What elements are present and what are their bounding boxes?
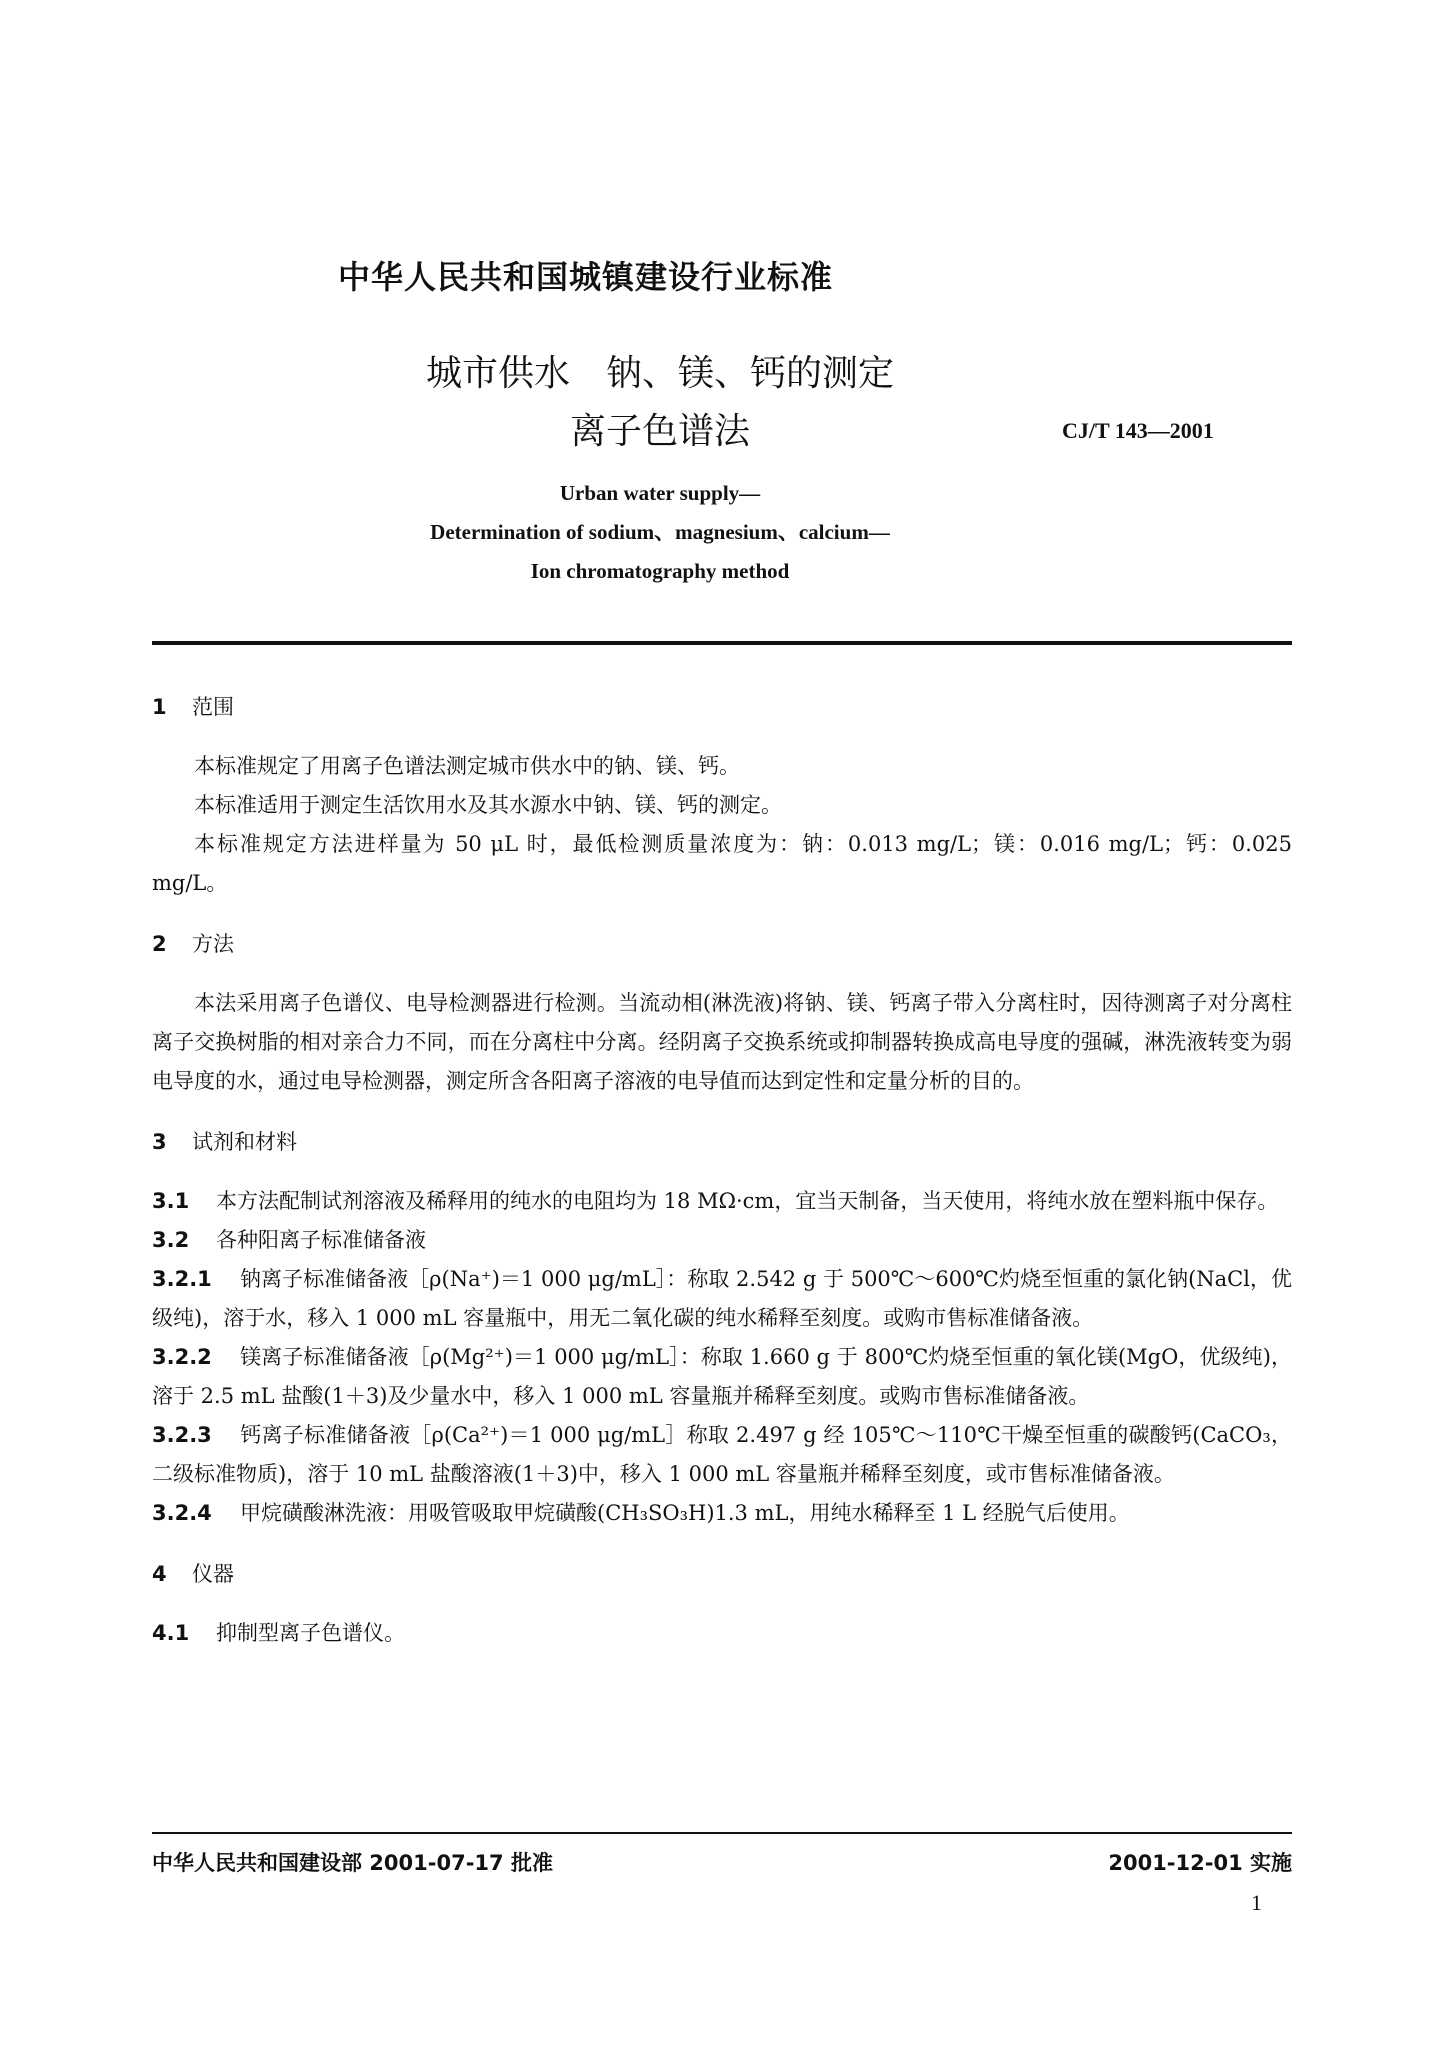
clause-number: 3.2.2 [152, 1345, 212, 1369]
clause-3-2-2 [152, 1338, 1292, 1416]
clause-3-2 [152, 1221, 1292, 1260]
clause-text: 各种阳离子标准储备液 [216, 1228, 426, 1252]
english-title-line: Ion chromatography method [530, 559, 790, 583]
document-title [360, 345, 960, 461]
section-title: 范围 [192, 695, 234, 719]
approval-note: 中华人民共和国建设部 2001-07-17 批准 [152, 1851, 553, 1875]
standard-number: CJ/T 143—2001 [1062, 418, 1214, 443]
section-title: 试剂和材料 [192, 1130, 297, 1154]
english-title-line: Urban water supply— [559, 481, 761, 505]
clause-text: 抑制型离子色谱仪。 [216, 1621, 405, 1645]
section-heading-apparatus [152, 1555, 1292, 1594]
document-body [152, 688, 1292, 1653]
clause-text: 本方法配制试剂溶液及稀释用的纯水的电阻均为 18 MΩ·cm，宜当天制备，当天使用，将纯水放在塑料瓶中保存。 [216, 1189, 1279, 1213]
clause-number: 3.2 [152, 1228, 190, 1252]
section-heading-reagents [152, 1123, 1292, 1162]
clause-number: 4.1 [152, 1621, 190, 1645]
english-title [260, 474, 1060, 591]
section-number: 2 [152, 932, 167, 956]
english-title-line: Determination of sodium、magnesium、calcium— [430, 520, 890, 544]
clause-3-2-4 [152, 1494, 1292, 1533]
section-heading-method [152, 925, 1292, 964]
clause-3-1 [152, 1182, 1292, 1221]
clause-number: 3.2.4 [152, 1501, 212, 1525]
section-number: 4 [152, 1562, 167, 1586]
footer-divider [152, 1832, 1292, 1834]
page-number: 1 [1251, 1890, 1262, 1915]
clause-number: 3.2.1 [152, 1267, 212, 1291]
clause-4-1 [152, 1614, 1292, 1653]
clause-3-2-1 [152, 1260, 1292, 1338]
clause-text: 钠离子标准储备液［ρ(Na⁺)＝1 000 μg/mL］：称取 2.542 g 于 500℃～600℃灼烧至恒重的氯化钠(NaCl，优级纯)，溶于水，移入 1 000 mL 容量瓶中，用无二氧化碳的纯水稀释至刻度。或购市售标准储备液。 [152, 1267, 1292, 1330]
section-title: 方法 [192, 932, 234, 956]
paragraph: 本标准适用于测定生活饮用水及其水源水中钠、镁、钙的测定。 [194, 793, 782, 817]
paragraph: 本法采用离子色谱仪、电导检测器进行检测。当流动相(淋洗液)将钠、镁、钙离子带入分离柱时，因待测离子对分离柱离子交换树脂的相对亲合力不同，而在分离柱中分离。经阴离子交换系统或抑制器转换成高电导度的强碱，淋洗液转变为弱电导度的水，通过电导检测器，测定所含各阳离子溶液的电导值而达到定性和定量分析的目的。 [152, 991, 1292, 1093]
clause-text: 镁离子标准储备液［ρ(Mg²⁺)＝1 000 μg/mL］：称取 1.660 g 于 800℃灼烧至恒重的氧化镁(MgO，优级纯)，溶于 2.5 mL 盐酸(1＋3)及少量水中，移入 1 000 mL 容量瓶并稀释至刻度。或购市售标准储备液。 [152, 1345, 1292, 1408]
paragraph: 本标准规定方法进样量为 50 μL 时，最低检测质量浓度为：钠：0.013 mg/L；镁：0.016 mg/L；钙：0.025 mg/L。 [152, 832, 1292, 895]
clause-number: 3.1 [152, 1189, 190, 1213]
clause-text: 甲烷磺酸淋洗液：用吸管吸取甲烷磺酸(CH₃SO₃H)1.3 mL，用纯水稀释至 1 L 经脱气后使用。 [240, 1501, 1130, 1525]
title-line-1: 城市供水 钠、镁、钙的测定 [425, 353, 894, 394]
clause-number: 3.2.3 [152, 1423, 212, 1447]
clause-text: 钙离子标准储备液［ρ(Ca²⁺)＝1 000 μg/mL］称取 2.497 g 经 105℃～110℃干燥至恒重的碳酸钙(CaCO₃，二级标准物质)，溶于 10 mL 盐酸溶液(1＋3)中，移入 1 000 mL 容量瓶并稀释至刻度，或市售标准储备液。 [152, 1423, 1292, 1486]
header-divider [152, 641, 1292, 645]
standard-org-header: 中华人民共和国城镇建设行业标准 [338, 258, 834, 296]
section-number: 1 [152, 695, 167, 719]
title-line-2: 离子色谱法 [569, 411, 750, 452]
paragraph: 本标准规定了用离子色谱法测定城市供水中的钠、镁、钙。 [194, 754, 740, 778]
section-title: 仪器 [192, 1562, 234, 1586]
section-number: 3 [152, 1130, 167, 1154]
section-heading-scope [152, 688, 1292, 727]
clause-3-2-3 [152, 1416, 1292, 1494]
implementation-date: 2001-12-01 实施 [1108, 1851, 1292, 1875]
